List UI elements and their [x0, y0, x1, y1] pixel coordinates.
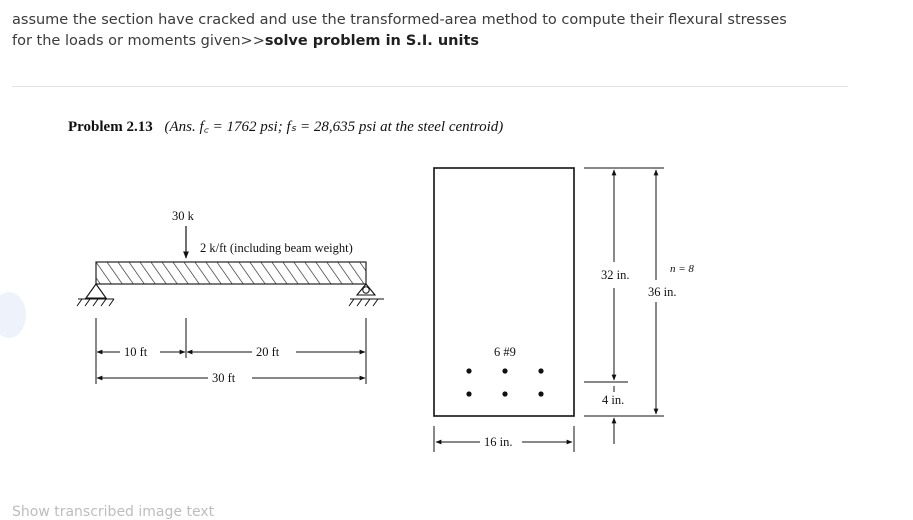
problem-number: Problem 2.13 — [68, 119, 153, 135]
point-load-label: 30 k — [172, 209, 194, 223]
transcribed-text-label: Show transcribed image text — [12, 504, 215, 520]
modular-ratio-label: n = 8 — [670, 263, 694, 275]
dim-total-label: 30 ft — [212, 371, 236, 385]
problem-answer: (Ans. f꜀ = 1762 psi; fₛ = 28,635 psi at the steel centroid) — [164, 119, 504, 135]
beam-diagram — [77, 209, 384, 385]
left-support — [77, 284, 114, 306]
dim-left-label: 10 ft — [124, 345, 148, 359]
beam-body — [96, 262, 366, 284]
distributed-load-label: 2 k/ft (including beam weight) — [200, 241, 353, 255]
total-depth-label: 36 in. — [648, 285, 677, 299]
bars-label: 6 #9 — [494, 345, 516, 359]
question-line-2-bold: solve problem in S.I. units — [264, 33, 480, 49]
question-line-1: assume the section have cracked and use the transformed-area method to compute their flexural stresses — [12, 12, 787, 28]
section-outline — [434, 168, 574, 416]
transcribed-text-link[interactable] — [12, 499, 312, 520]
rebar-dots — [466, 368, 543, 396]
cover-label: 4 in. — [602, 393, 625, 407]
effective-depth-label: 32 in. — [601, 268, 630, 282]
right-support — [349, 284, 384, 306]
cross-section — [434, 168, 694, 452]
width-label: 16 in. — [484, 435, 513, 449]
dim-right-label: 20 ft — [256, 345, 280, 359]
question-line-2-prefix: for the loads or moments given>> — [12, 33, 265, 49]
